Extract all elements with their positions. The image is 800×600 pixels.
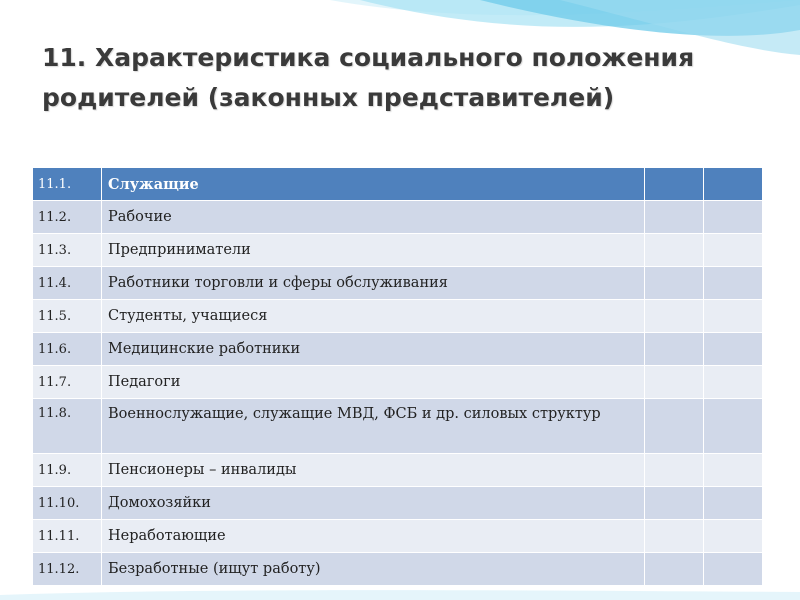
value-cell[interactable] (645, 168, 704, 201)
row-label: Студенты, учащиеся (102, 300, 645, 333)
value-cell[interactable] (704, 487, 763, 520)
table-row (33, 399, 763, 454)
value-cell[interactable] (704, 201, 763, 234)
row-number: 11.10. (33, 487, 102, 520)
row-label: Работники торговли и сферы обслуживания (102, 267, 645, 300)
value-cell[interactable] (645, 300, 704, 333)
slide-title: 11. Характеристика социального положения родителей (законных представителей) (42, 43, 695, 112)
value-cell[interactable] (704, 553, 763, 586)
row-number: 11.11. (33, 520, 102, 553)
value-cell[interactable] (704, 520, 763, 553)
value-cell[interactable] (645, 234, 704, 267)
value-cell[interactable] (645, 487, 704, 520)
table-row (33, 487, 763, 520)
row-number: 11.2. (33, 201, 102, 234)
table-row (33, 168, 763, 201)
value-cell[interactable] (645, 267, 704, 300)
row-number: 11.9. (33, 454, 102, 487)
row-number: 11.5. (33, 300, 102, 333)
value-cell[interactable] (704, 168, 763, 201)
table-row (33, 520, 763, 553)
value-cell[interactable] (645, 399, 704, 454)
table-row (33, 333, 763, 366)
table-row (33, 267, 763, 300)
row-number: 11.3. (33, 234, 102, 267)
value-cell[interactable] (704, 454, 763, 487)
row-number: 11.7. (33, 366, 102, 399)
row-number: 11.1. (33, 168, 102, 201)
row-label: Безработные (ищут работу) (102, 553, 645, 586)
table-row (33, 366, 763, 399)
value-cell[interactable] (704, 366, 763, 399)
value-cell[interactable] (645, 553, 704, 586)
value-cell[interactable] (704, 333, 763, 366)
row-label: Рабочие (102, 201, 645, 234)
value-cell[interactable] (704, 234, 763, 267)
row-number: 11.12. (33, 553, 102, 586)
value-cell[interactable] (704, 267, 763, 300)
value-cell[interactable] (704, 399, 763, 454)
table-row (33, 234, 763, 267)
value-cell[interactable] (645, 333, 704, 366)
row-number: 11.8. (33, 399, 102, 454)
social-status-table (32, 167, 763, 586)
row-label: Домохозяйки (102, 487, 645, 520)
value-cell[interactable] (645, 366, 704, 399)
value-cell[interactable] (645, 520, 704, 553)
row-label: Педагоги (102, 366, 645, 399)
value-cell[interactable] (645, 201, 704, 234)
row-label: Предприниматели (102, 234, 645, 267)
row-label: Военнослужащие, служащие МВД, ФСБ и др. силовых структур (102, 399, 645, 454)
row-label: Медицинские работники (102, 333, 645, 366)
row-number: 11.6. (33, 333, 102, 366)
row-label: Служащие (102, 168, 645, 201)
table-row (33, 553, 763, 586)
row-label: Неработающие (102, 520, 645, 553)
value-cell[interactable] (704, 300, 763, 333)
table-row (33, 201, 763, 234)
table-row (33, 454, 763, 487)
value-cell[interactable] (645, 454, 704, 487)
row-number: 11.4. (33, 267, 102, 300)
row-label: Пенсионеры – инвалиды (102, 454, 645, 487)
table-row (33, 300, 763, 333)
